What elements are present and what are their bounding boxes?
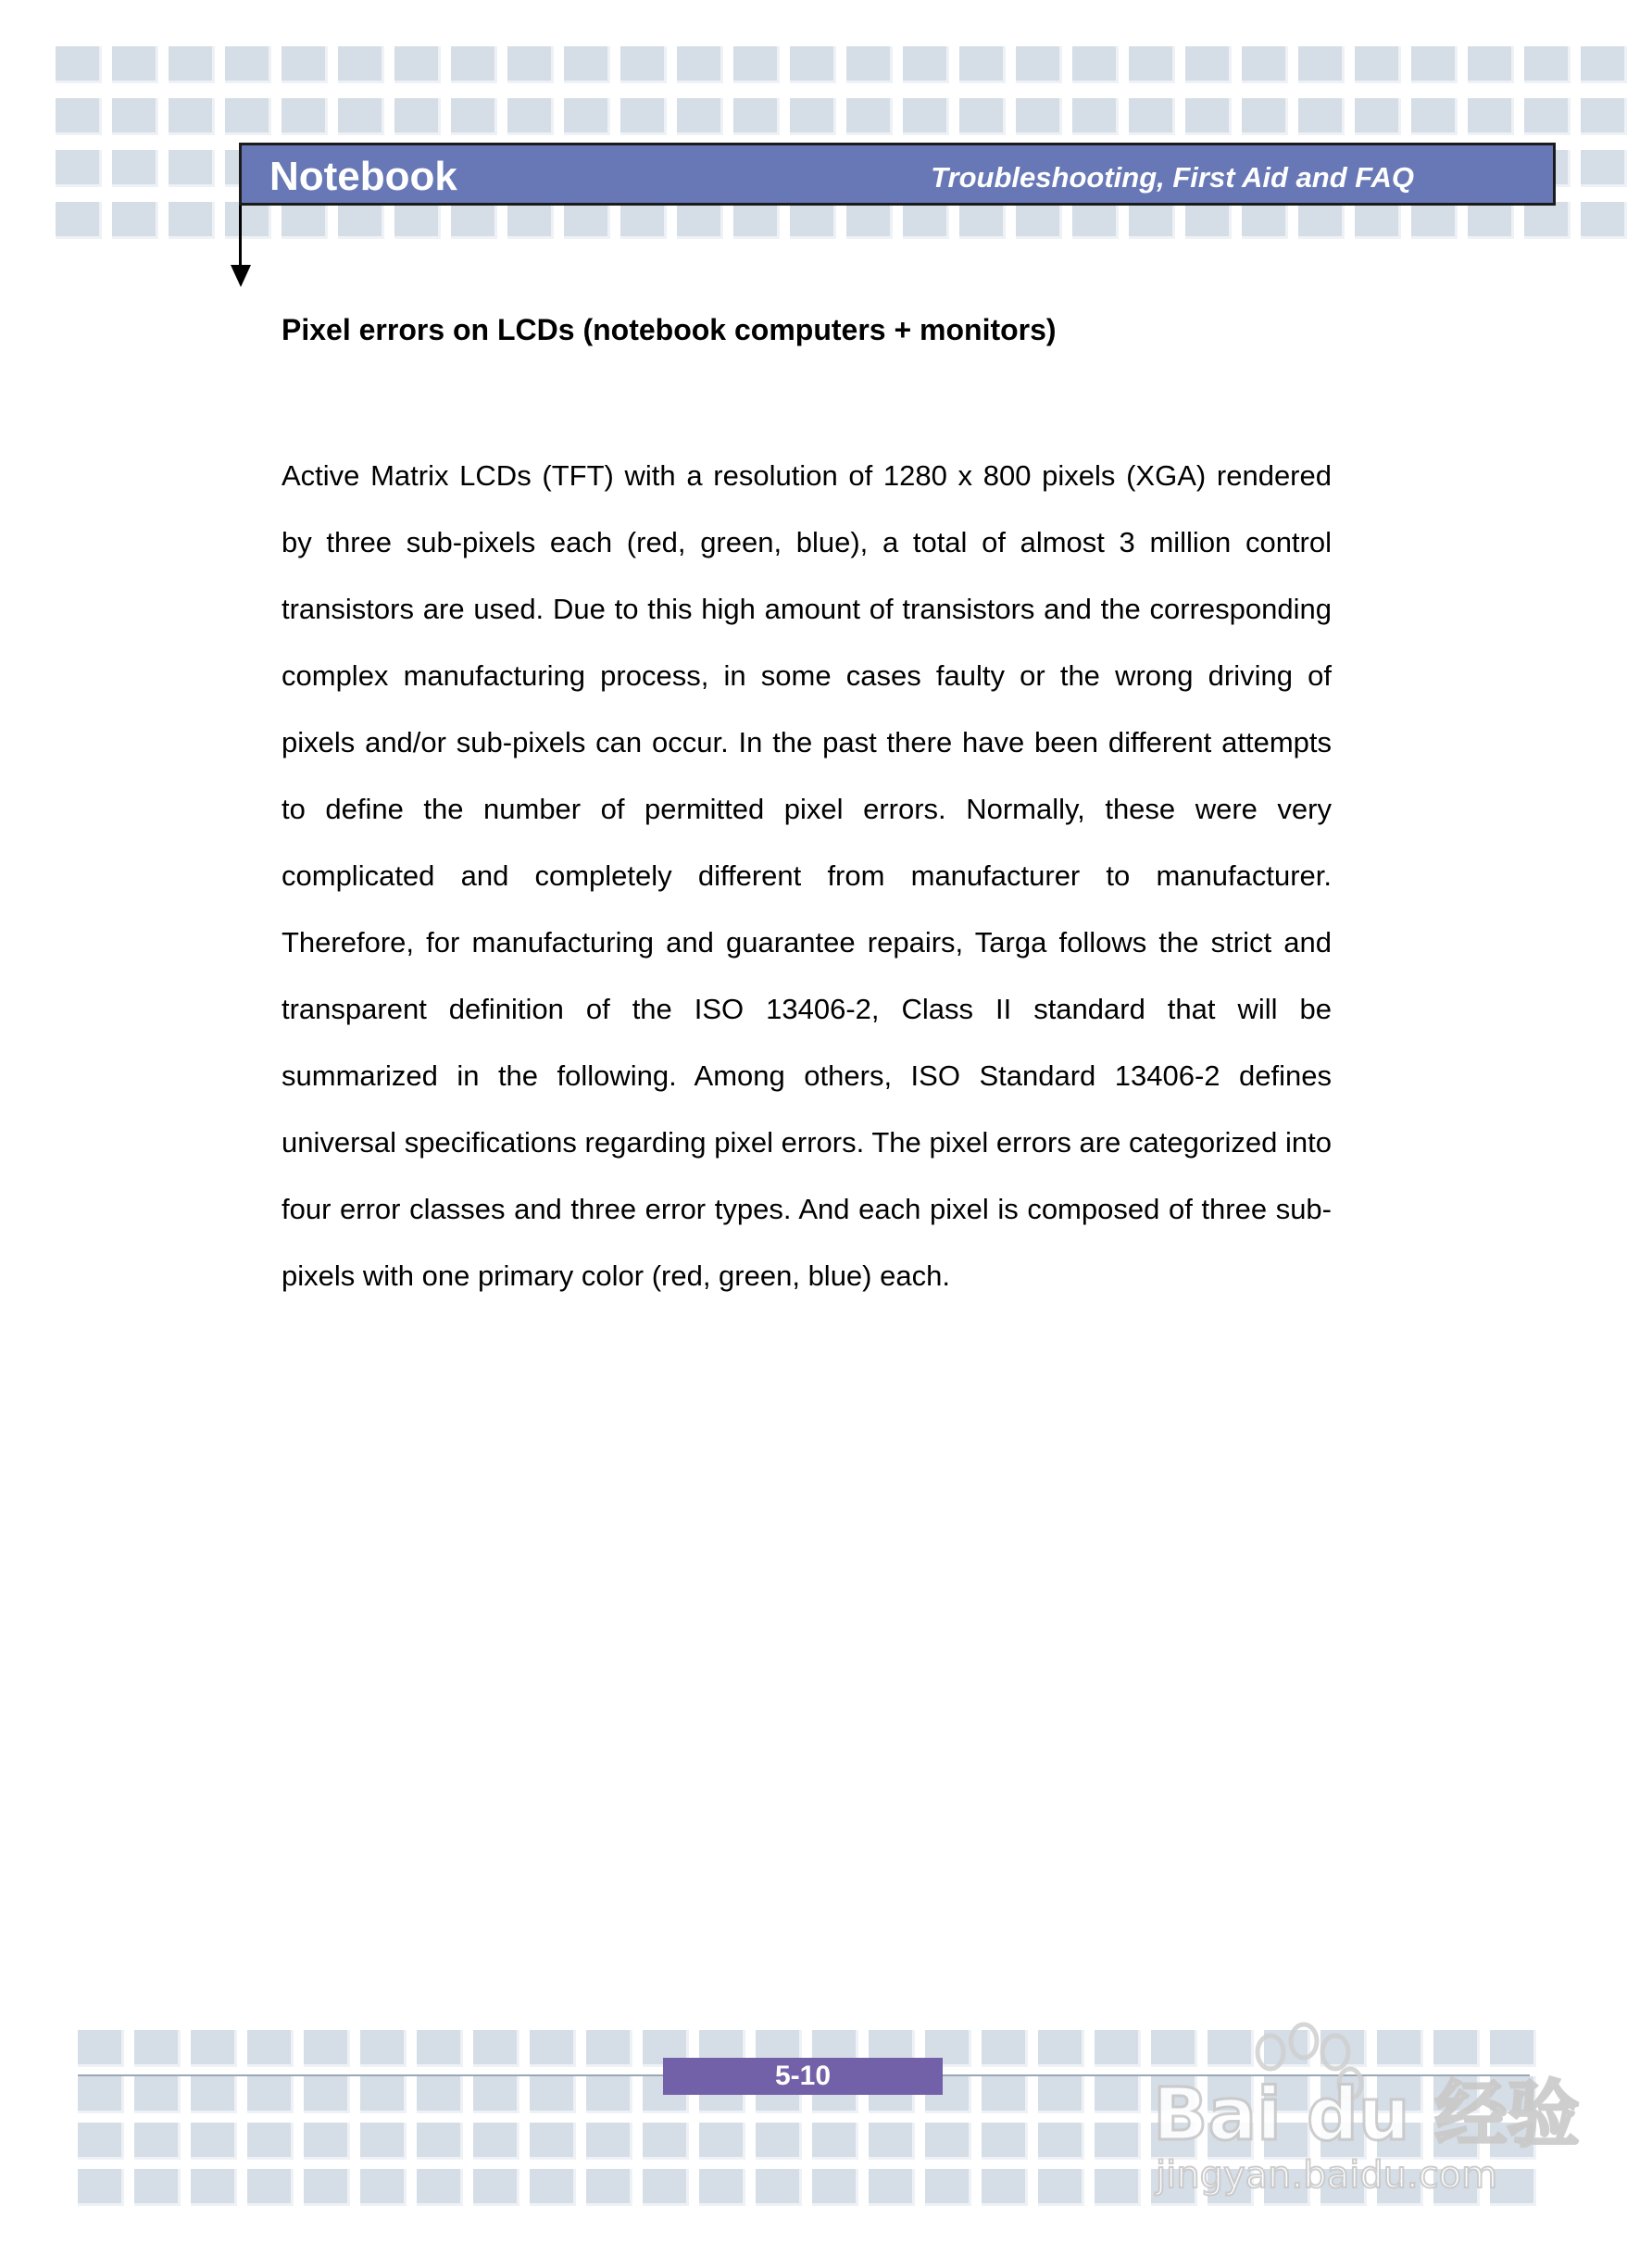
decorative-tile: [134, 2123, 181, 2160]
decorative-tile: [1355, 202, 1401, 239]
decorative-tile: [507, 202, 554, 239]
decorative-tile: [247, 2030, 294, 2067]
decorative-tile: [169, 46, 215, 83]
decorative-tile: [1095, 2030, 1141, 2067]
decorative-tile: [1411, 46, 1458, 83]
decorative-tile: [733, 202, 780, 239]
decorative-tile: [982, 2169, 1028, 2206]
decorative-tile: [225, 202, 271, 239]
decorative-tile: [790, 98, 836, 135]
decorative-tile: [225, 46, 271, 83]
decorative-tile: [1581, 98, 1627, 135]
decorative-tile: [304, 2076, 350, 2113]
decorative-tile: [191, 2123, 237, 2160]
decorative-tile: [247, 2123, 294, 2160]
decorative-tile: [417, 2030, 463, 2067]
decorative-tile: [169, 202, 215, 239]
decorative-tile: [620, 202, 667, 239]
decorative-tile: [473, 2123, 519, 2160]
decorative-tile: [903, 202, 949, 239]
decorative-tile: [56, 98, 102, 135]
decorative-tile: [1242, 202, 1288, 239]
decorative-tile: [925, 2169, 971, 2206]
decorative-tile: [1411, 202, 1458, 239]
decorative-tile: [338, 46, 384, 83]
decorative-tile: [473, 2169, 519, 2206]
decorative-tile: [677, 202, 723, 239]
decorative-tile: [78, 2169, 124, 2206]
section-heading: Pixel errors on LCDs (notebook computers + monitors): [282, 313, 1057, 346]
decorative-tile: [1016, 98, 1062, 135]
decorative-tile: [112, 46, 158, 83]
decorative-tile: [1016, 46, 1062, 83]
decorative-tile: [417, 2076, 463, 2113]
decorative-tile: [1185, 98, 1232, 135]
decorative-tile: [1129, 98, 1175, 135]
decorative-tile: [338, 202, 384, 239]
decorative-tile: [982, 2076, 1028, 2113]
decorative-tile: [959, 98, 1006, 135]
decorative-tile: [191, 2169, 237, 2206]
decorative-tile: [247, 2169, 294, 2206]
decorative-tile: [530, 2030, 576, 2067]
decorative-tile: [191, 2076, 237, 2113]
decorative-tile: [1072, 98, 1119, 135]
decorative-tile: [112, 202, 158, 239]
decorative-tile: [78, 2030, 124, 2067]
decorative-tile: [564, 202, 610, 239]
decorative-tile: [812, 2123, 858, 2160]
decorative-tile: [56, 150, 102, 187]
decorative-tile: [225, 98, 271, 135]
decorative-tile: [1095, 2123, 1141, 2160]
decorative-tile: [112, 150, 158, 187]
decorative-tile: [1524, 98, 1571, 135]
decorative-tile: [1524, 46, 1571, 83]
decorative-tile: [1298, 202, 1345, 239]
decorative-tile: [1038, 2030, 1084, 2067]
decorative-tile: [1524, 202, 1571, 239]
decorative-tile: [643, 2123, 689, 2160]
decorative-tile: [1468, 46, 1514, 83]
decorative-tile: [677, 46, 723, 83]
decorative-tile: [564, 46, 610, 83]
decorative-tile: [530, 2123, 576, 2160]
decorative-tile: [925, 2123, 971, 2160]
decorative-tile: [586, 2030, 632, 2067]
decorative-tile: [1129, 46, 1175, 83]
decorative-tile: [1411, 98, 1458, 135]
decorative-tile: [982, 2123, 1028, 2160]
decorative-tile: [338, 98, 384, 135]
decorative-tile: [473, 2076, 519, 2113]
watermark-url: jingyan.baidu.com: [1156, 2154, 1498, 2197]
decorative-tile: [1298, 98, 1345, 135]
decorative-tile: [191, 2030, 237, 2067]
decorative-tile: [134, 2169, 181, 2206]
decorative-tile: [1095, 2076, 1141, 2113]
decorative-tile: [1129, 202, 1175, 239]
decorative-tile: [78, 2123, 124, 2160]
decorative-tile: [1298, 46, 1345, 83]
decorative-tile: [846, 202, 893, 239]
decorative-tile: [677, 98, 723, 135]
decorative-tile: [790, 202, 836, 239]
decorative-tile: [134, 2030, 181, 2067]
decorative-tile: [846, 46, 893, 83]
decorative-tile: [1072, 46, 1119, 83]
decorative-tile: [394, 46, 441, 83]
decorative-tile: [790, 46, 836, 83]
decorative-tile: [1038, 2123, 1084, 2160]
decorative-tile: [756, 2123, 802, 2160]
decorative-tile: [360, 2169, 407, 2206]
decorative-tile: [620, 46, 667, 83]
decorative-tile: [1185, 202, 1232, 239]
arrow-down-icon: [231, 265, 251, 287]
decorative-tile: [586, 2123, 632, 2160]
decorative-tile: [1016, 202, 1062, 239]
decorative-tile: [869, 2123, 915, 2160]
decorative-tile: [394, 98, 441, 135]
decorative-tile: [564, 98, 610, 135]
decorative-tile: [304, 2030, 350, 2067]
decorative-tile: [1095, 2169, 1141, 2206]
decorative-tile: [78, 2076, 124, 2113]
decorative-tile: [586, 2169, 632, 2206]
decorative-tile: [1242, 98, 1288, 135]
decorative-tile: [959, 46, 1006, 83]
decorative-tile: [451, 202, 497, 239]
decorative-tile: [812, 2169, 858, 2206]
decorative-tile: [1038, 2169, 1084, 2206]
decorative-tile: [1185, 46, 1232, 83]
page-number: 5-10: [663, 2058, 943, 2095]
decorative-tile: [733, 98, 780, 135]
decorative-tile: [473, 2030, 519, 2067]
decorative-tile: [1242, 46, 1288, 83]
header-title: Notebook: [269, 154, 457, 199]
decorative-tile: [394, 202, 441, 239]
decorative-tile: [903, 46, 949, 83]
decorative-tile: [846, 98, 893, 135]
header-section-title: Troubleshooting, First Aid and FAQ: [931, 161, 1414, 194]
decorative-tile: [304, 2169, 350, 2206]
decorative-tile: [360, 2076, 407, 2113]
decorative-tile: [112, 98, 158, 135]
baidu-watermark: [1139, 2019, 1580, 2204]
decorative-tile: [643, 2169, 689, 2206]
decorative-tile: [56, 46, 102, 83]
decorative-tile: [756, 2169, 802, 2206]
decorative-tile: [451, 46, 497, 83]
decorative-tile: [282, 46, 328, 83]
decorative-tile: [733, 46, 780, 83]
decorative-tile: [282, 98, 328, 135]
decorative-tile: [1581, 150, 1627, 187]
decorative-tile: [451, 98, 497, 135]
decorative-tile: [982, 2030, 1028, 2067]
header-bar: [239, 143, 1556, 206]
decorative-tile: [417, 2169, 463, 2206]
decorative-tile: [1581, 46, 1627, 83]
decorative-tile: [507, 98, 554, 135]
decorative-tile: [1581, 202, 1627, 239]
decorative-tile: [169, 150, 215, 187]
decorative-tile: [1072, 202, 1119, 239]
decorative-tile: [530, 2169, 576, 2206]
decorative-tile: [1355, 46, 1401, 83]
decorative-tile: [1355, 98, 1401, 135]
decorative-tile: [1468, 98, 1514, 135]
watermark-logo-text: Bai du 经验: [1153, 2074, 1580, 2157]
decorative-tile: [869, 2169, 915, 2206]
decorative-tile: [417, 2123, 463, 2160]
decorative-tile: [282, 202, 328, 239]
decorative-tile: [247, 2076, 294, 2113]
decorative-tile: [169, 98, 215, 135]
arrow-line: [239, 206, 242, 267]
decorative-tile: [959, 202, 1006, 239]
decorative-tile: [699, 2123, 745, 2160]
decorative-tile: [530, 2076, 576, 2113]
decorative-tile: [304, 2123, 350, 2160]
decorative-tile: [903, 98, 949, 135]
decorative-tile: [1038, 2076, 1084, 2113]
decorative-tile: [699, 2169, 745, 2206]
decorative-tile: [586, 2076, 632, 2113]
decorative-tile: [620, 98, 667, 135]
decorative-tile: [360, 2030, 407, 2067]
body-paragraph: Active Matrix LCDs (TFT) with a resolution of 1280 x 800 pixels (XGA) rendered by three sub-pixels each (red, green, blue), a total of almost 3 million control transistors are used. Due to this high amount of transistors and the corresponding complex manufacturing process, in some cases faulty or the wrong driving of pixels and/or sub-pixels can occur. In the past there have been different attempts to define the number of permitted pixel errors. Normally, these were very complicated and completely different from manufacturer to manufacturer. Therefore, for manufacturing and guarantee repairs, Targa follows the strict and transparent definition of the ISO 13406-2, Class II standard that will be summarized in the following. Among others, ISO Standard 13406-2 defines universal specifications regarding pixel errors. The pixel errors are categorized into four error classes and three error types. And each pixel is composed of three sub-pixels with one primary color (red, green, blue) each.: [282, 459, 1332, 1292]
decorative-tile: [134, 2076, 181, 2113]
decorative-tile: [56, 202, 102, 239]
decorative-tile: [507, 46, 554, 83]
decorative-tile: [1468, 202, 1514, 239]
decorative-tile: [360, 2123, 407, 2160]
